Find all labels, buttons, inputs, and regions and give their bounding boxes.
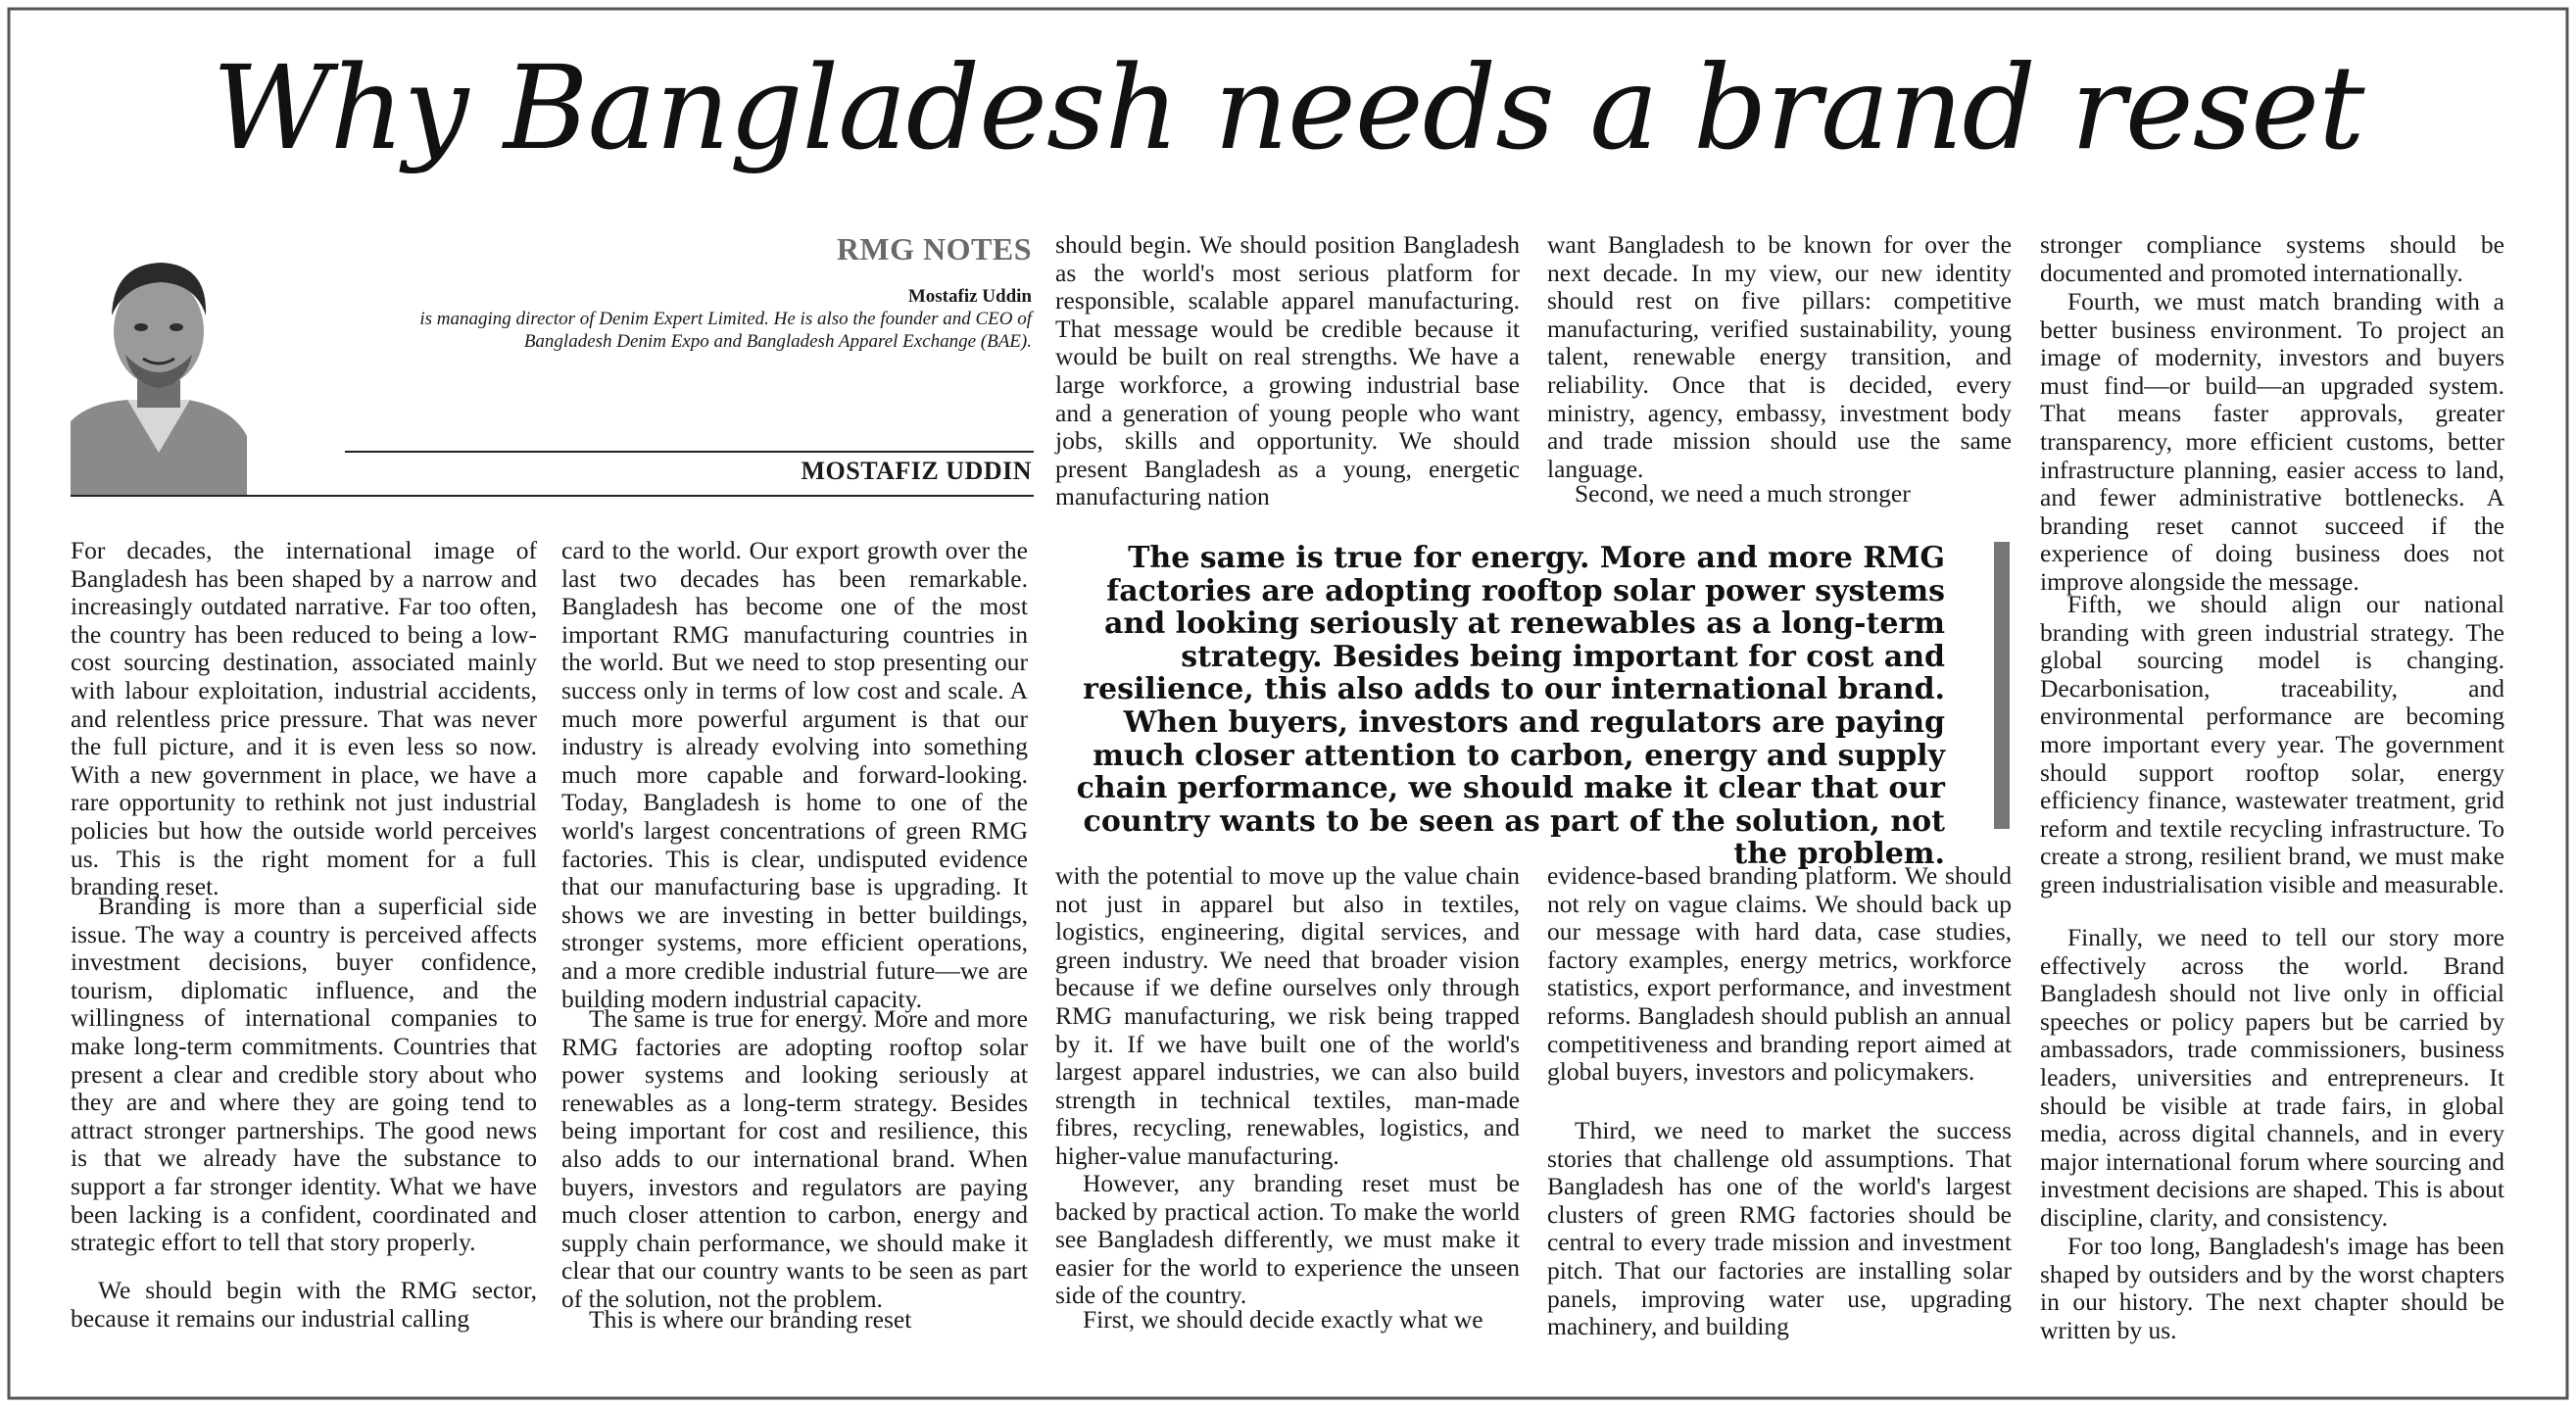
col5-paragraph-2: Fourth, we must match branding with a better business environment. To project an image of modernity, investors and buyers must find—or build—an upgraded system. That means faster approvals, greater transparency, more efficient customs, better infrastructure planning, easier access to land, and fewer administrative bottlenecks. A branding reset cannot succeed if the experience of doing business does not improve alongside the message. bbox=[2040, 287, 2504, 596]
column-tag: RMG NOTES bbox=[836, 231, 1032, 267]
author-name: Mostafiz Uddin bbox=[907, 286, 1032, 307]
col4-paragraph-1: want Bangladesh to be known for over the next decade. In my view, our new identity should rest on five pillars: competitive manufacturing, verified sustainability, young talent, renewable energy transition, and reliability. Once that is decided, every ministry, agency, embassy, investment body and trade mission should use the same language. bbox=[1547, 230, 2012, 483]
col3-paragraph-1: with the potential to move up the value chain not just in apparel but also in textiles, logistics, engineering, digital services, and green industry. We need that broader vision because if we define ourselves only through RMG manufacturing, we risk being trapped by it. If we have built one of the world's largest apparel industries, we can also build strength in technical textiles, man-made fibres, recycling, renewables, logistics, and higher-value manufacturing. bbox=[1055, 861, 1520, 1170]
col4-paragraph-2: Second, we need a much stronger bbox=[1575, 479, 1911, 508]
col1-paragraph-3: We should begin with the RMG sector, because it remains our industrial calling bbox=[71, 1276, 537, 1333]
col1-paragraph-2: Branding is more than a superficial side issue. The way a country is perceived affects investment decisions, buyer confidence, tourism, diplomatic influence, and the willingness of international companies to make long-term commitments. Countries that present a clear and credible story about who they are and where they are going tend to attract stronger partnerships. The good news is that we already have the substance to support a far stronger identity. What we have been lacking is a confident, coordinated and strategic effort to tell that story properly. bbox=[71, 892, 537, 1257]
col5-paragraph-4: Finally, we need to tell our story more effectively across the world. Brand Bangladesh should not live only in official speeches or policy papers but be carried by ambassadors, trade commissioners, business leaders, universities and entrepreneurs. It should be visible at trade fairs, in global media, across digital channels, and in every major international forum where sourcing and investment decisions are shaped. This is about discipline, clarity, and consistency. bbox=[2040, 923, 2504, 1232]
col5-paragraph-1: stronger compliance systems should be documented and promoted internationally. bbox=[2040, 230, 2504, 287]
col2-paragraph-3: This is where our branding reset bbox=[589, 1305, 912, 1334]
col2-paragraph-1: card to the world. Our export growth over the last two decades has been remarkable. Bangladesh has become one of the most important RMG manufacturing countries in the world. But we need to stop presenting our success only in terms of low cost and scale. A much more powerful argument is that our industry is already evolving into something much more capable and forward-looking. Today, Bangladesh is home to one of the world's largest concentrations of green RMG factories. This is clear, undisputed evidence that our manufacturing base is upgrading. It shows we are investing in better buildings, stronger systems, more efficient operations, and a more credible industrial future—we are building modern industrial capacity. bbox=[561, 536, 1028, 1013]
col5-paragraph-5: For too long, Bangladesh's image has been shaped by outsiders and by the worst chapters in our history. The next chapter should be written by us. bbox=[2040, 1232, 2504, 1344]
pull-quote: The same is true for energy. More and more RMG factories are adopting rooftop solar power systems and looking seriously at renewables as a long-term strategy. Besides being important for cost and resilience, this also adds to our international brand. When buyers, investors and regulators are paying much closer attention to carbon, energy and supply chain performance, we should make it clear that our country wants to be seen as part of the solution, not the problem. bbox=[1076, 541, 1945, 872]
byline-rule bbox=[345, 451, 1034, 453]
col2-paragraph-2: The same is true for energy. More and more RMG factories are adopting rooftop solar power systems and looking seriously at renewables as a long-term strategy. Besides being important for cost and resilience, this also adds to our international brand. When buyers, investors and regulators are paying much closer attention to carbon, energy and supply chain performance, we should make it clear that our country wants to be seen as part of the solution, not the problem. bbox=[561, 1004, 1028, 1313]
col3-paragraph-2: However, any branding reset must be backed by practical action. To make the world see Bangladesh differently, we must make it easier for the world to experience the unseen side of the country. bbox=[1055, 1169, 1520, 1310]
col3-paragraph-top: should begin. We should position Bangladesh as the world's most serious platform for responsible, scalable apparel manufacturing. That message would be credible because it would be built on real strengths. We have a large workforce, a growing industrial base and a generation of young people who want jobs, skills and opportunity. We should present Bangladesh as a young, energetic manufacturing nation bbox=[1055, 230, 1520, 511]
author-description: is managing director of Denim Expert Limited. He is also the founder and CEO of Bangladesh Denim Expo and Bangladesh Apparel Exchange (BAE). bbox=[419, 309, 1032, 352]
col5-paragraph-3: Fifth, we should align our national branding with green industrial strategy. The global sourcing model is changing. Decarbonisation, traceability, and environmental performance are becoming more important every year. The government should support rooftop solar, energy efficiency finance, wastewater treatment, grid reform and textile recycling infrastructure. To create a strong, resilient brand, we must make green industrialisation visible and measurable. bbox=[2040, 590, 2504, 898]
col4-paragraph-4: Third, we need to market the success stories that challenge old assumptions. That Bangladesh has one of the world's largest clusters of green RMG factories should be central to every trade mission and investment pitch. That our factories are installing solar panels, improving water use, upgrading machinery, and building bbox=[1547, 1116, 2012, 1341]
col3-paragraph-3: First, we should decide exactly what we bbox=[1083, 1305, 1483, 1334]
header-rule bbox=[71, 495, 1034, 497]
pull-quote-bar bbox=[1994, 542, 2010, 829]
author-photo bbox=[71, 225, 247, 495]
col4-paragraph-3: evidence-based branding platform. We should not rely on vague claims. We should back up our message with hard data, case studies, factory examples, energy metrics, workforce statistics, export performance, and investment reforms. Bangladesh should publish an annual competitiveness and branding report aimed at global buyers, investors and policymakers. bbox=[1547, 861, 2012, 1087]
headline: Why Bangladesh needs a brand reset bbox=[212, 40, 2364, 175]
col1-paragraph-1: For decades, the international image of Bangladesh has been shaped by a narrow and increasingly outdated narrative. Far too often, the country has been reduced to being a low-cost sourcing destination, associated mainly with labour exploitation, industrial accidents, and relentless price pressure. That was never the full picture, and it is even less so now. With a new government in place, we have a rare opportunity to rethink not just industrial policies but how the outside world perceives us. This is the right moment for a full branding reset. bbox=[71, 536, 537, 901]
byline: MOSTAFIZ UDDIN bbox=[801, 457, 1032, 485]
